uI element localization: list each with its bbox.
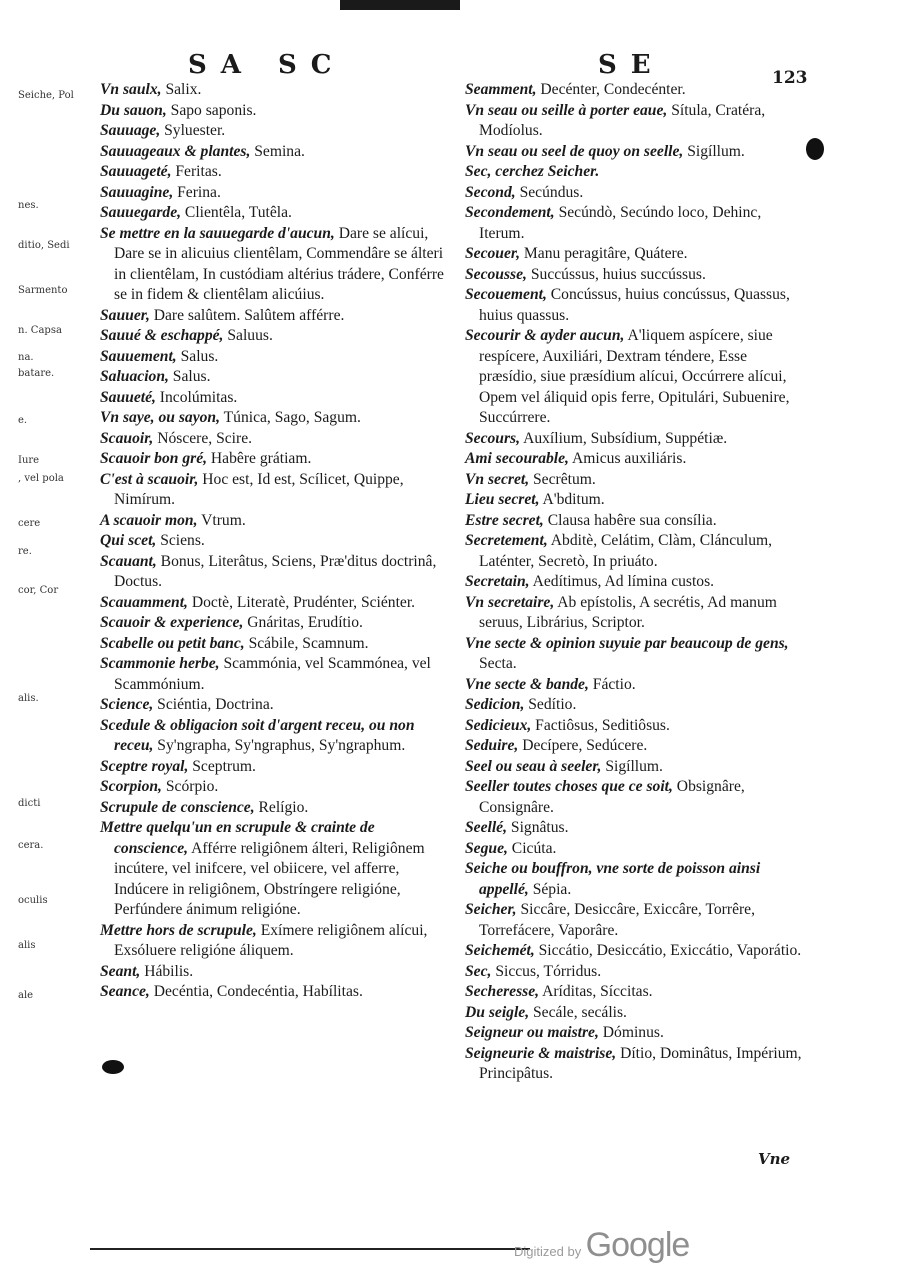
- dictionary-entry: [465, 203, 805, 244]
- entry-french-term: A scauoir mon,: [100, 511, 198, 529]
- margin-note: n. Capsa: [18, 325, 62, 336]
- dictionary-entry: [100, 716, 445, 757]
- entry-french-term: Sauuement,: [100, 347, 177, 365]
- entry-latin-gloss: Dítio, Dominâtus, Impérium, Principâtus.: [479, 1044, 802, 1082]
- entry-latin-gloss: Doctè, Literatè, Prudénter, Sciénter.: [187, 593, 416, 611]
- dictionary-entry: [465, 285, 805, 326]
- dictionary-entry: [100, 962, 445, 983]
- margin-note: alis.: [18, 693, 39, 704]
- dictionary-entry: [100, 531, 445, 552]
- entry-latin-gloss: Auxílium, Subsídium, Suppétiæ.: [520, 429, 728, 447]
- dictionary-entry: [100, 777, 445, 798]
- entry-latin-gloss: Hábilis.: [140, 962, 194, 980]
- entry-french-term: Estre secret,: [465, 511, 544, 529]
- dictionary-entry: [100, 326, 445, 347]
- entry-latin-gloss: Signâtus.: [507, 819, 569, 836]
- entry-french-term: Vn saulx,: [100, 81, 162, 98]
- entry-french-term: Secretement,: [465, 532, 548, 549]
- entry-latin-gloss: Dóminus.: [598, 1024, 664, 1041]
- google-logo: Google: [585, 1226, 690, 1264]
- entry-french-term: Seellé,: [465, 819, 507, 836]
- entry-latin-gloss: Sépia.: [528, 880, 572, 898]
- entry-french-term: Qui scet,: [100, 532, 157, 549]
- entry-latin-gloss: Salus.: [176, 347, 219, 365]
- entry-french-term: Secouement,: [465, 286, 547, 303]
- entry-french-term: Secours,: [465, 429, 521, 447]
- entry-latin-gloss: Dare se alícui, Dare se in alicuius clientêlam, Commendâre se álteri in clientêlam, In custódiam altérius trádere, Conférre se in fidem & clientêlam alicúius.: [114, 224, 444, 303]
- entry-latin-gloss: Sciéntia, Doctrina.: [153, 696, 274, 713]
- entry-latin-gloss: Scammónia, vel Scammónea, vel Scammónium.: [114, 655, 431, 693]
- entry-latin-gloss: Decéntia, Condecéntia, Habílitas.: [149, 983, 363, 1000]
- dictionary-entry: [100, 162, 445, 183]
- entry-french-term: Vne secte & bande,: [465, 675, 589, 693]
- entry-french-term: Seduire,: [465, 737, 519, 754]
- entry-latin-gloss: Decénter, Condecénter.: [536, 81, 686, 98]
- header-right: SE: [598, 50, 665, 80]
- entry-french-term: Seichemét,: [465, 942, 535, 959]
- catchword: Vne: [758, 1150, 791, 1168]
- dictionary-entry: [465, 183, 805, 204]
- entry-latin-gloss: Obsignâre, Consignâre.: [479, 778, 745, 816]
- entry-latin-gloss: Manu peragitâre, Quátere.: [520, 245, 688, 262]
- entry-latin-gloss: Sceptrum.: [188, 757, 256, 775]
- entry-latin-gloss: Incolúmitas.: [155, 388, 238, 406]
- digitized-by-google-watermark: [514, 1226, 689, 1265]
- entry-french-term: Sedicion,: [465, 696, 525, 713]
- margin-note: Seiche, Pol: [18, 90, 74, 101]
- dictionary-entry: [100, 121, 445, 142]
- dictionary-entry: [465, 818, 805, 839]
- margin-note: , vel pola: [18, 473, 64, 484]
- dictionary-entry: [465, 511, 805, 532]
- entry-french-term: Scauant,: [100, 552, 157, 570]
- dictionary-entry: [465, 593, 805, 634]
- entry-latin-gloss: Secále, secális.: [529, 1003, 627, 1021]
- dictionary-entry: [465, 859, 805, 900]
- entry-latin-gloss: Siccátio, Desiccátio, Exiccátio, Vaporátio.: [534, 942, 802, 959]
- entry-french-term: Seel ou seau à seeler,: [465, 757, 602, 775]
- entry-latin-gloss: Sapo saponis.: [166, 101, 257, 119]
- entry-french-term: Secondement,: [465, 204, 555, 221]
- dictionary-entry: [465, 80, 805, 101]
- entry-french-term: Science,: [100, 696, 154, 713]
- entry-latin-gloss: Saluus.: [223, 327, 273, 344]
- entry-latin-gloss: Succússus, huius succússus.: [526, 265, 706, 283]
- entry-french-term: Vn secretaire,: [465, 593, 555, 611]
- entry-latin-gloss: Sigíllum.: [683, 142, 745, 160]
- dictionary-entry: [465, 572, 805, 593]
- page-number: 123: [772, 68, 808, 88]
- entry-latin-gloss: Relígio.: [254, 798, 309, 816]
- dictionary-entry: [100, 634, 445, 655]
- entry-latin-gloss: A'bditum.: [539, 491, 605, 508]
- entry-latin-gloss: Hoc est, Id est, Scílicet, Quippe, Nimírum.: [114, 470, 404, 508]
- dictionary-entry: [465, 941, 805, 962]
- entry-french-term: Vn seau ou seille à porter eaue,: [465, 101, 668, 119]
- dictionary-entry: [100, 593, 445, 614]
- entry-french-term: Scauoir bon gré,: [100, 450, 208, 467]
- entry-latin-gloss: Sítula, Cratéra, Modíolus.: [479, 101, 766, 139]
- entry-french-term: Scammonie herbe,: [100, 655, 220, 672]
- entry-latin-gloss: Siccus, Tórridus.: [491, 962, 602, 980]
- entry-french-term: Scedule & obligacion soit d'argent receu, ou non receu,: [100, 716, 415, 754]
- margin-note: na.: [18, 352, 34, 363]
- margin-note: Iure: [18, 455, 40, 466]
- entry-french-term: Secouer,: [465, 245, 521, 262]
- entry-french-term: Vn secret,: [465, 470, 530, 488]
- bottom-rule: [90, 1248, 530, 1250]
- entry-french-term: Sauuageaux & plantes,: [100, 142, 251, 160]
- entry-french-term: Seance,: [100, 983, 150, 1000]
- entry-french-term: Scrupule de conscience,: [100, 798, 255, 816]
- margin-note: oculis: [18, 895, 48, 906]
- dictionary-entry: [465, 244, 805, 265]
- dictionary-entry: [100, 921, 445, 962]
- dictionary-entry: [100, 142, 445, 163]
- entry-french-term: Du seigle,: [465, 1003, 530, 1021]
- right-column: [465, 80, 805, 1085]
- entry-french-term: Sauué & eschappé,: [100, 327, 224, 344]
- margin-note: cere: [18, 518, 41, 529]
- entry-latin-gloss: Sedítio.: [524, 696, 577, 713]
- entry-french-term: Seant,: [100, 962, 141, 980]
- entry-latin-gloss: Siccâre, Desiccâre, Exiccâre, Torrêre, Torrefácere, Vaporâre.: [479, 901, 755, 939]
- entry-french-term: Se mettre en la sauuegarde d'aucun,: [100, 224, 335, 242]
- dictionary-entry: [465, 101, 805, 142]
- dictionary-entry: [465, 142, 805, 163]
- dictionary-entry: [100, 183, 445, 204]
- entry-latin-gloss: Cicúta.: [507, 839, 557, 857]
- entry-latin-gloss: Exímere religiônem alícui, Exsóluere religióne áliquem.: [114, 921, 428, 959]
- dictionary-entry: [100, 203, 445, 224]
- entry-latin-gloss: Secta.: [479, 655, 517, 672]
- entry-french-term: Sauueté,: [100, 388, 156, 406]
- dictionary-entry: [100, 470, 445, 511]
- entry-french-term: Second,: [465, 183, 516, 201]
- entry-latin-gloss: Semina.: [250, 142, 305, 160]
- dictionary-entry: [465, 695, 805, 716]
- entry-latin-gloss: Túnica, Sago, Sagum.: [220, 409, 361, 426]
- dictionary-entry: [465, 1023, 805, 1044]
- entry-latin-gloss: Ferina.: [173, 183, 221, 201]
- dictionary-entry: [100, 449, 445, 470]
- entry-latin-gloss: Bonus, Literâtus, Sciens, Præ'ditus doctrinâ, Doctus.: [114, 552, 437, 590]
- dictionary-entry: [100, 654, 445, 695]
- entry-french-term: Scauamment,: [100, 593, 188, 611]
- margin-note: alis: [18, 940, 36, 951]
- entry-french-term: Seiche ou bouffron, vne sorte de poisson ainsi appellé,: [465, 860, 761, 898]
- dictionary-entry: [465, 326, 805, 429]
- dictionary-entry: [465, 634, 805, 675]
- dictionary-entry: [465, 900, 805, 941]
- entry-french-term: Saluacion,: [100, 368, 169, 385]
- entry-latin-gloss: Syluester.: [160, 122, 226, 139]
- dictionary-entry: [100, 818, 445, 921]
- dictionary-entry: [465, 675, 805, 696]
- margin-note: nes.: [18, 200, 39, 211]
- dictionary-entry: [465, 839, 805, 860]
- dictionary-entry: [100, 306, 445, 327]
- entry-french-term: Secourir & ayder aucun,: [465, 327, 625, 344]
- entry-french-term: Vne secte & opinion suyuie par beaucoup de gens,: [465, 634, 789, 652]
- entry-french-term: Seeller toutes choses que ce soit,: [465, 778, 673, 795]
- entry-french-term: Scorpion,: [100, 778, 162, 795]
- dictionary-entry: [100, 613, 445, 634]
- entry-latin-gloss: Ab epístolis, A secrétis, Ad manum seruus, Librárius, Scriptor.: [479, 593, 777, 631]
- entry-latin-gloss: Scábile, Scamnum.: [244, 634, 369, 652]
- entry-latin-gloss: Abditè, Celátim, Clàm, Clánculum, Laténter, Secretò, In priuáto.: [479, 532, 773, 570]
- entry-french-term: Ami secourable,: [465, 450, 569, 467]
- margin-note: e.: [18, 415, 28, 426]
- entry-latin-gloss: Secúndus.: [515, 183, 584, 201]
- dictionary-entry: [100, 388, 445, 409]
- entry-french-term: Sec,: [465, 962, 492, 980]
- entry-french-term: Secheresse,: [465, 983, 540, 1000]
- dictionary-entry: [465, 962, 805, 983]
- dictionary-entry: [465, 531, 805, 572]
- dictionary-entry: [100, 224, 445, 306]
- entry-latin-gloss: Dare salûtem. Salûtem afférre.: [149, 306, 345, 324]
- margin-note: cor, Cor: [18, 585, 59, 596]
- entry-french-term: Sauuagine,: [100, 183, 174, 201]
- entry-french-term: Scauoir,: [100, 429, 154, 447]
- entry-french-term: Sauuer,: [100, 306, 150, 324]
- top-edge-bar: [340, 0, 460, 10]
- entry-latin-gloss: Clausa habêre sua consília.: [543, 511, 717, 529]
- entry-french-term: Seamment,: [465, 81, 537, 98]
- dictionary-entry: [100, 552, 445, 593]
- entry-latin-gloss: Gnáritas, Erudítio.: [243, 614, 363, 631]
- entry-latin-gloss: Scórpio.: [161, 778, 219, 795]
- entry-french-term: Sauuage,: [100, 122, 161, 139]
- entry-latin-gloss: Habêre grátiam.: [207, 450, 312, 467]
- dictionary-entry: [465, 449, 805, 470]
- header-left: SA SC: [188, 50, 346, 80]
- entry-french-term: Mettre hors de scrupule,: [100, 921, 257, 939]
- dictionary-entry: [465, 757, 805, 778]
- entry-french-term: Seigneurie & maistrise,: [465, 1044, 617, 1062]
- entry-french-term: Lieu secret,: [465, 491, 540, 508]
- margin-note: batare.: [18, 368, 55, 379]
- entry-french-term: Scabelle ou petit banc,: [100, 634, 245, 652]
- dictionary-entry: [100, 982, 445, 1003]
- entry-latin-gloss: Concússus, huius concússus, Quassus, huius quassus.: [479, 286, 790, 324]
- entry-latin-gloss: Fáctio.: [588, 675, 636, 693]
- entry-latin-gloss: Sy'ngrapha, Sy'ngraphus, Sy'ngraphum.: [153, 737, 406, 754]
- dictionary-entry: [100, 408, 445, 429]
- entry-latin-gloss: Amicus auxiliáris.: [568, 450, 687, 467]
- entry-french-term: Vn saye, ou sayon,: [100, 409, 220, 426]
- entry-french-term: Secretain,: [465, 573, 530, 590]
- dictionary-entry: [100, 80, 445, 101]
- entry-latin-gloss: Nóscere, Scire.: [153, 429, 253, 447]
- entry-french-term: Secousse,: [465, 265, 527, 283]
- ink-blot: [806, 138, 824, 160]
- entry-latin-gloss: Factiôsus, Seditiôsus.: [531, 716, 670, 734]
- entry-latin-gloss: Vtrum.: [197, 511, 246, 529]
- entry-latin-gloss: Secrêtum.: [529, 470, 596, 488]
- margin-note: dicti: [18, 798, 41, 809]
- dictionary-entry: [100, 798, 445, 819]
- entry-latin-gloss: Decípere, Sedúcere.: [518, 737, 648, 754]
- margin-note: re.: [18, 546, 32, 557]
- entry-latin-gloss: Sigíllum.: [601, 757, 663, 775]
- dictionary-entry: [100, 511, 445, 532]
- entry-french-term: Seigneur ou maistre,: [465, 1024, 599, 1041]
- dictionary-entry: [465, 1044, 805, 1085]
- entry-latin-gloss: Salus.: [168, 368, 211, 385]
- dictionary-entry: [465, 982, 805, 1003]
- dictionary-entry: [100, 347, 445, 368]
- digitized-prefix: Digitized by: [514, 1244, 582, 1259]
- dictionary-entry: [465, 429, 805, 450]
- entry-latin-gloss: Aríditas, Síccitas.: [539, 983, 653, 1000]
- dictionary-entry: [465, 1003, 805, 1024]
- entry-french-term: Du sauon,: [100, 101, 167, 119]
- entry-french-term: Sedicieux,: [465, 716, 532, 734]
- entry-french-term: Sceptre royal,: [100, 757, 189, 775]
- dictionary-entry: [100, 101, 445, 122]
- dictionary-entry: [100, 367, 445, 388]
- dictionary-entry: [465, 777, 805, 818]
- entry-latin-gloss: Clientêla, Tutêla.: [181, 204, 292, 221]
- entry-french-term: Sec, cerchez Seicher.: [465, 163, 600, 180]
- dictionary-entry: [465, 162, 805, 183]
- entry-latin-gloss: Aedítimus, Ad límina custos.: [529, 573, 715, 590]
- entry-french-term: Sauuegarde,: [100, 204, 182, 221]
- entry-french-term: Vn seau ou seel de quoy on seelle,: [465, 142, 684, 160]
- dictionary-entry: [465, 265, 805, 286]
- entry-french-term: Mettre quelqu'un en scrupule & crainte de conscience,: [100, 819, 375, 857]
- entry-french-term: Seicher,: [465, 901, 517, 918]
- entry-latin-gloss: Secúndò, Secúndo loco, Dehinc, Iterum.: [479, 204, 762, 242]
- entry-latin-gloss: Feritas.: [171, 163, 222, 180]
- entry-latin-gloss: Sciens.: [156, 532, 205, 549]
- dictionary-entry: [100, 429, 445, 450]
- entry-latin-gloss: Salix.: [161, 81, 202, 98]
- entry-french-term: C'est à scauoir,: [100, 470, 199, 488]
- margin-note: cera.: [18, 840, 44, 851]
- dictionary-entry: [465, 716, 805, 737]
- entry-french-term: Sauuageté,: [100, 163, 172, 180]
- dictionary-entry: [100, 757, 445, 778]
- dictionary-entry: [465, 490, 805, 511]
- entry-french-term: Segue,: [465, 839, 508, 857]
- entry-french-term: Scauoir & experience,: [100, 614, 244, 631]
- entry-latin-gloss: Afférre religiônem álteri, Religiônem incútere, vel inifcere, vel obiicere, vel afferre, Indúcere in religiônem, Obstríngere religióne, Perfúndere ánimum religióne.: [114, 839, 425, 918]
- ink-blot: [102, 1060, 124, 1074]
- dictionary-entry: [465, 736, 805, 757]
- entry-latin-gloss: A'liquem aspícere, siue respícere, Auxiliári, Dextram téndere, Esse præsídio, siue præsídium alícui, Occúrrere alícui, Opem vel áliquid opis ferre, Opitulári, Subuenire, Succúrrere.: [479, 327, 790, 426]
- left-column: [100, 80, 445, 1003]
- margin-note: ditio, Sedi: [18, 240, 70, 251]
- dictionary-entry: [465, 470, 805, 491]
- margin-note: Sarmento: [18, 285, 68, 296]
- dictionary-entry: [100, 695, 445, 716]
- margin-note: ale: [18, 990, 34, 1001]
